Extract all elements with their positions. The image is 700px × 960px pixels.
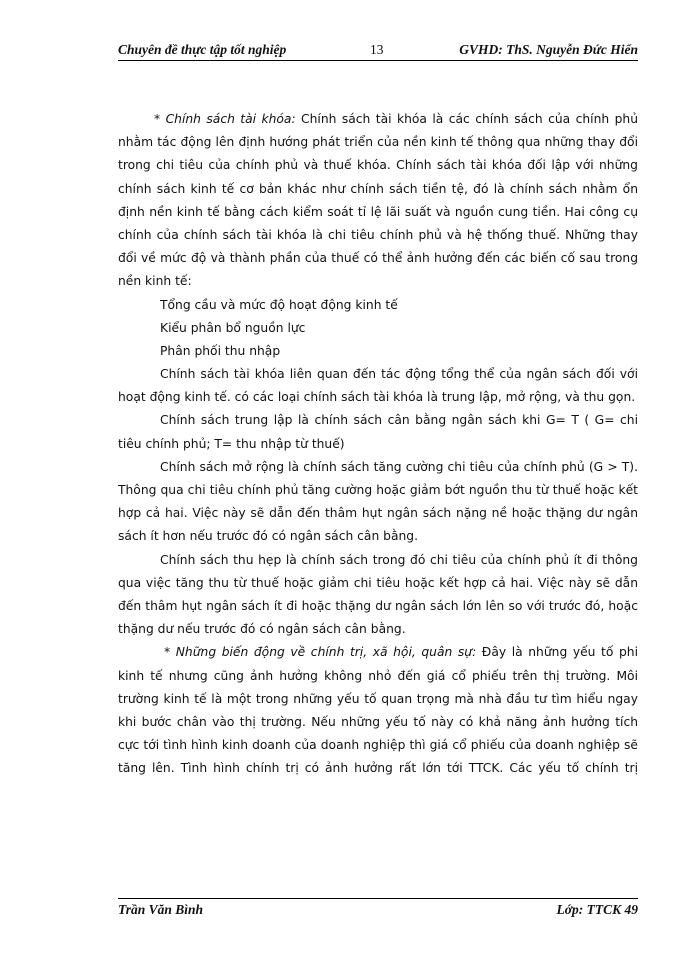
- text-line: * Những biến động về chính trị, xã hội, quân sự: Đây là những yếu tố phi: [164, 645, 638, 660]
- list-item: Phân phối thu nhập: [160, 343, 281, 358]
- text-line: nền kinh tế:: [118, 274, 192, 289]
- text-line: nhằm tác động lên định hướng phát triển của nền kinh tế thông qua những thay đổi: [118, 135, 638, 150]
- text-line: Chính sách tài khóa liên quan đến tác động tổng thể của ngân sách đối với: [160, 367, 638, 382]
- text-line: trong chi tiêu của chính phủ và thuế khóa. Chính sách tài khóa đối lập với những: [118, 158, 638, 173]
- page-number: 13: [370, 42, 384, 57]
- page-header: [118, 40, 638, 60]
- text-line: hoạt động kinh tế. có các loại chính sách tài khóa là trung lập, mở rộng, và thu gọn.: [118, 390, 636, 405]
- footer-rule: [118, 898, 638, 899]
- text-line: qua việc tăng thu từ thuế hoặc giảm chi tiêu hoặc kết hợp cả hai. Việc này sẽ dẫn: [118, 575, 638, 590]
- footer-author: Trần Văn Bình: [118, 902, 204, 917]
- footer-class: Lớp: TTCK 49: [556, 902, 638, 917]
- text-line: * Chính sách tài khóa: Chính sách tài khóa là các chính sách của chính phủ: [154, 112, 639, 126]
- page-footer: [118, 902, 638, 922]
- text-line: Chính sách mở rộng là chính sách tăng cường chi tiêu của chính phủ (G > T).: [160, 459, 638, 474]
- text-line: kinh tế nhưng cũng ảnh hưởng không nhỏ đến giá cổ phiếu trên thị trường. Môi: [118, 668, 638, 683]
- text-line: Chính sách thu hẹp là chính sách trong đó chi tiêu của chính phủ ít đi thông: [160, 552, 638, 567]
- text-line: thặng dư nếu trước đó có ngân sách cân bằng.: [118, 622, 406, 637]
- header-rule: [118, 60, 638, 61]
- header-supervisor: GVHD: ThS. Nguyễn Đức Hiển: [459, 42, 638, 57]
- text-line: chính của chính sách tài khóa là chi tiêu chính phủ và hệ thống thuế. Những thay: [118, 227, 638, 242]
- document-body: [118, 108, 638, 780]
- text-line: trường kinh tế là một trong những yếu tố quan trọng mà nhà đầu tư tìm hiểu ngay: [118, 691, 638, 706]
- text-line: Thông qua chi tiêu chính phủ tăng cường hoặc giảm bớt nguồn thu từ thuế hoặc kết: [118, 483, 638, 497]
- header-title: Chuyên đề thực tập tốt nghiệp: [118, 42, 287, 57]
- text-line: chính sách kinh tế cơ bản khác như chính sách tiền tệ, đó là chính sách nhằm ổn: [118, 181, 638, 196]
- text-line: đổi về mức độ và thành phần của thuế có thể ảnh hưởng đến các biến cố sau trong: [118, 251, 638, 266]
- section-title: Những biến động về chính trị, xã hội, quân sự:: [175, 645, 477, 660]
- list-item: Tổng cầu và mức độ hoạt động kinh tế: [160, 297, 398, 312]
- list-item: Kiểu phân bổ nguồn lực: [160, 320, 306, 335]
- text-line: Chính sách trung lập là chính sách cân bằng ngân sách khi G= T ( G= chi: [160, 413, 638, 428]
- text-line: tăng lên. Tình hình chính trị có ảnh hưởng rất lớn tới TTCK. Các yếu tố chính trị: [118, 761, 638, 776]
- text-line: đến thâm hụt ngân sách ít đi hoặc thặng dư ngân sách lớn lên so với trước đó, hoặc: [118, 598, 638, 613]
- text-line: tiêu chính phủ; T= thu nhập từ thuế): [118, 436, 345, 451]
- text-line: sách ít hơn nếu trước đó có ngân sách cân bằng.: [118, 529, 419, 544]
- text-line: khi bước chân vào thị trường. Nếu những yếu tố này có khả năng ảnh hưởng tích: [118, 714, 638, 729]
- text-line: cực tới tình hình kinh doanh của doanh nghiệp thì giá cổ phiếu của doanh nghiệp sẽ: [118, 738, 638, 753]
- text-line: định nền kinh tế bằng cách kiểm soát tỉ lệ lãi suất và nguồn cung tiền. Hai công cụ: [118, 204, 638, 219]
- text-line: hợp cả hai. Việc này sẽ dẫn đến thâm hụt ngân sách nặng nề hoặc thặng dư ngân: [118, 506, 638, 521]
- section-title: Chính sách tài khóa:: [165, 112, 296, 126]
